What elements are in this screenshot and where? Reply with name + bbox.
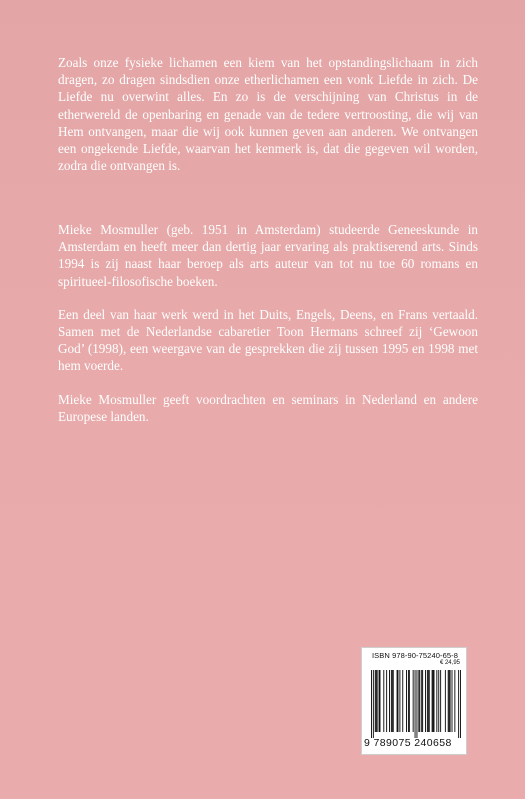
barcode-bar: [448, 670, 449, 732]
barcode-bar: [425, 670, 426, 732]
barcode-bar: [429, 670, 430, 732]
barcode-bar: [438, 670, 439, 732]
barcode-bar: [450, 670, 451, 732]
barcode-bar: [375, 670, 376, 732]
barcode-bar: [421, 670, 422, 732]
barcode-bar: [398, 670, 399, 732]
barcode-box: [361, 647, 467, 755]
barcode-bar: [380, 670, 381, 732]
quote-paragraph: Zoals onze fysieke lichamen een kiem van het opstandingslichaam in zich dragen, zo dragen sindsdien onze etherlichamen een vonk Liefde in zich. De Liefde nu overwint alles. En zo is de verschijning van Christus in de etherwereld de openbaring en genade van de tedere vertroosting, die wij van Hem ontvangen, maar die wij ook kunnen geven aan anderen. We ontvangen een ongekende Liefde, waarvan het kenmerk is, dat die gegeven wil worden, zodra die ontvangen is.: [58, 55, 478, 174]
barcode-bar: [415, 670, 416, 738]
barcode-bar: [449, 670, 450, 732]
barcode-bar: [452, 670, 453, 732]
barcode-bar: [379, 670, 380, 732]
barcode-bar: [408, 670, 409, 732]
barcode-bar: [392, 670, 393, 732]
barcode-bar: [389, 670, 390, 732]
bio-paragraph-3: Mieke Mosmuller geeft voordrachten en seminars in Nederland en andere Europese landen.: [58, 391, 478, 424]
barcode-bar: [409, 670, 410, 732]
barcode-bar: [445, 670, 446, 732]
barcode-bar: [454, 670, 455, 732]
bio-paragraph-2: Een deel van haar werk werd in het Duits, Engels, Deens, en Frans vertaald. Samen met de Nederlandse cabaretier Toon Hermans schreef zij ‘Gewoon God’ (1998), een weergave van de gesprekken die zij tussen 1995 en 1998 met hem voerde.: [58, 306, 478, 374]
barcode-bar: [393, 670, 394, 732]
barcode-bar: [373, 670, 374, 738]
barcode-bar: [406, 670, 407, 732]
quote-block: [58, 54, 478, 190]
barcode-bar: [428, 670, 429, 732]
barcode-bar: [371, 670, 372, 738]
barcode-bar: [386, 670, 387, 732]
barcode-bar: [377, 670, 378, 732]
barcode-bar: [422, 670, 423, 732]
barcode-bar: [460, 670, 461, 738]
barcode-bar: [434, 670, 435, 732]
barcode-bar: [419, 670, 420, 732]
barcode-bar: [391, 670, 392, 732]
barcode-bar: [436, 670, 437, 732]
barcode-bar: [458, 670, 459, 738]
barcode-bar: [402, 670, 403, 732]
barcode-bar: [432, 670, 433, 732]
price-label: € 24,95: [439, 660, 460, 666]
barcode-bar: [383, 670, 384, 732]
bio-paragraph-1: Mieke Mosmuller (geb. 1951 in Amsterdam) studeerde Geneeskunde in Amsterdam en heeft meer dan dertig jaar ervaring als praktiserend arts. Sinds 1994 is zij naast haar beroep als arts auteur van tot nu toe 60 romans en spiritueel-filosofische boeken.: [58, 222, 478, 289]
barcode-bar: [413, 670, 414, 732]
isbn-label: ISBN 978-90-75240-65-8: [372, 651, 459, 660]
barcode-bar: [440, 670, 441, 732]
barcode-bar: [376, 670, 377, 732]
barcode-bar: [433, 670, 434, 732]
barcode-bar: [397, 670, 398, 732]
barcode-bar: [399, 670, 400, 732]
barcode-bar: [416, 670, 417, 738]
barcode-digits: 9 789075 240658: [364, 737, 452, 749]
barcode-bar: [418, 670, 419, 732]
author-bio: [58, 221, 478, 441]
barcode-bars: [371, 670, 461, 738]
barcode-bar: [427, 670, 428, 732]
